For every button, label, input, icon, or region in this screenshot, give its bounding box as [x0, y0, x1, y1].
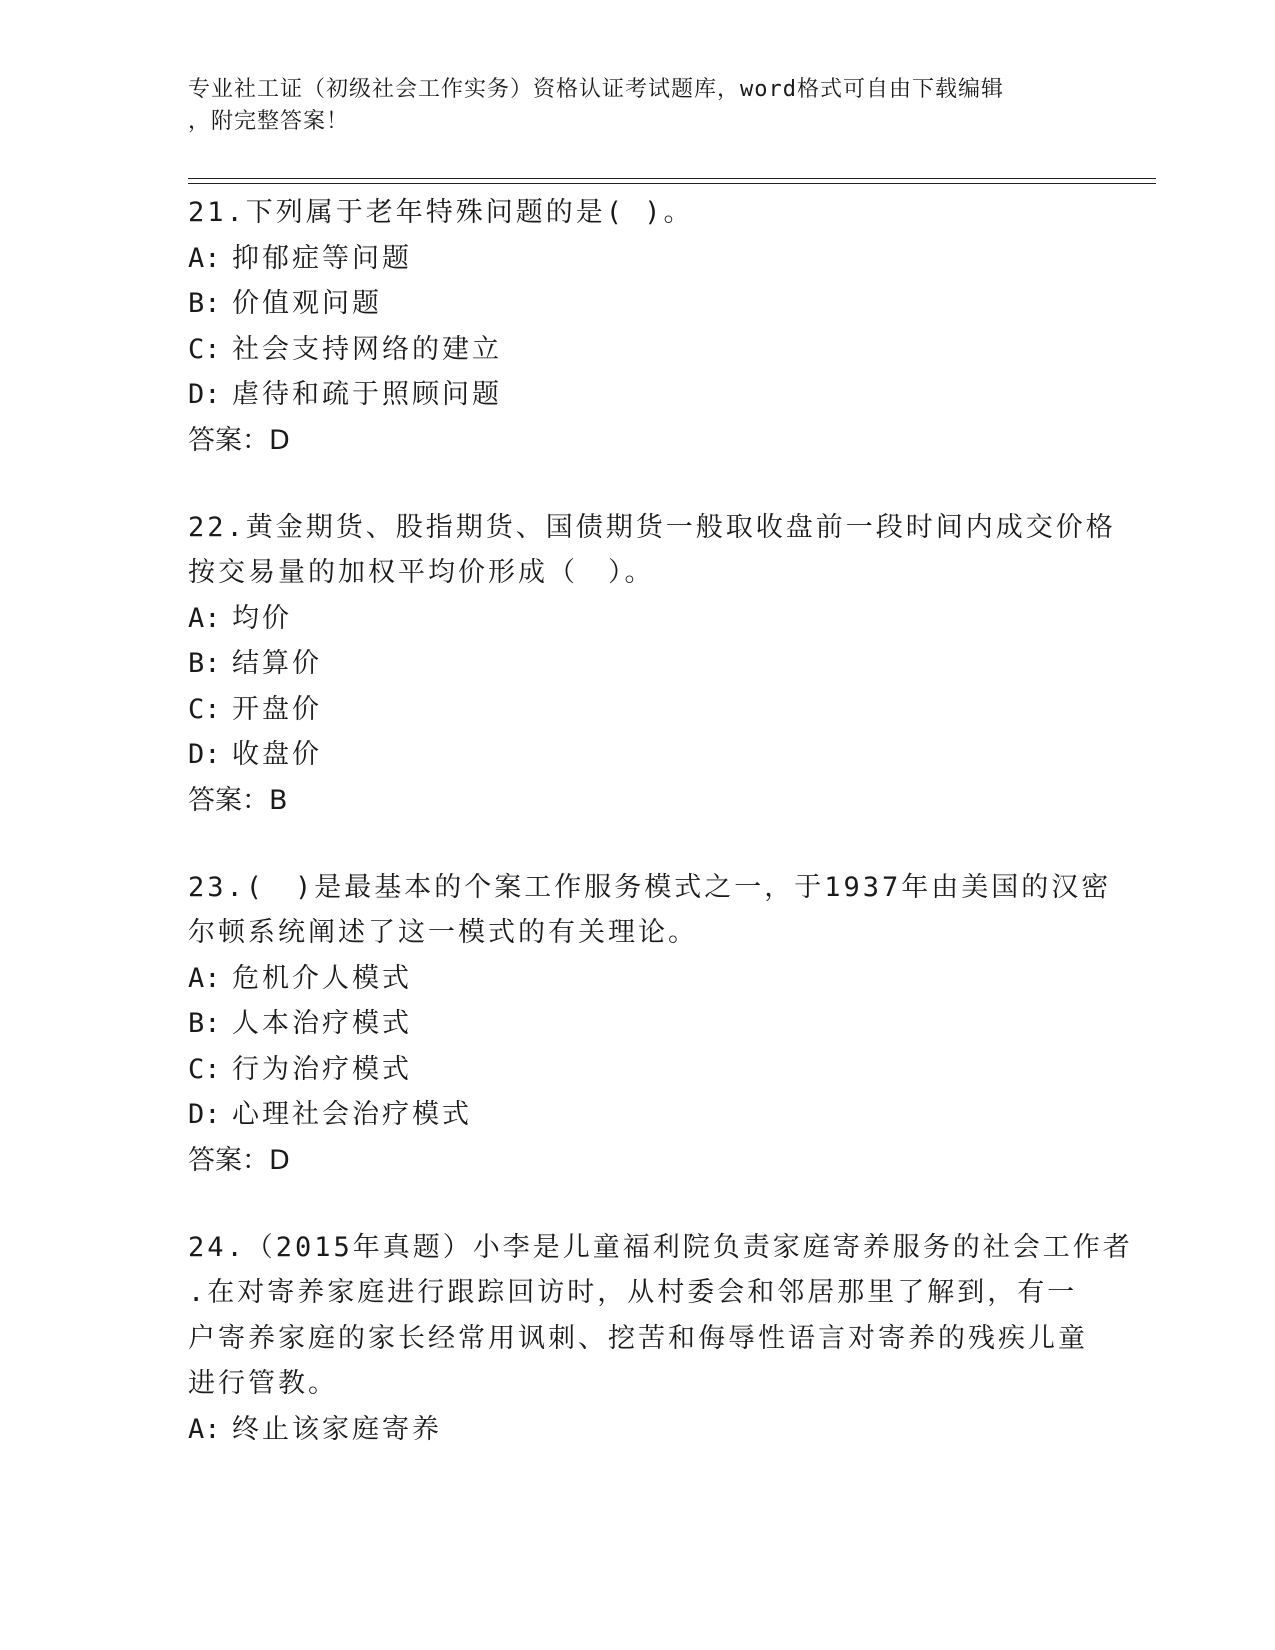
question-stem: 21.下列属于老年特殊问题的是( )。 — [188, 197, 694, 228]
question-22 — [188, 505, 1116, 824]
option-c — [188, 1047, 1088, 1093]
option-letter: A: — [188, 242, 221, 274]
answer-line: 答案：D — [188, 1144, 290, 1176]
option-letter: D: — [188, 1099, 221, 1130]
option-letter: D: — [188, 379, 221, 410]
option-a — [188, 956, 1088, 1002]
option-letter: C: — [188, 1053, 221, 1085]
question-stem: 按交易量的加权平均价形成（ ）。 — [188, 557, 655, 588]
header-title-line-1: 专业社工证（初级社会工作实务）资格认证考试题库，word格式可自由下载编辑 — [188, 77, 1004, 102]
option-text: 心理社会治疗模式 — [232, 1099, 472, 1130]
option-text: 人本治疗模式 — [232, 1008, 412, 1039]
option-text: 虐待和疏于照顾问题 — [232, 379, 502, 410]
option-text: 终止该家庭寄养 — [232, 1413, 442, 1445]
header-divider-bottom — [188, 183, 1156, 184]
option-text: 危机介人模式 — [232, 962, 412, 994]
option-letter: A: — [188, 962, 221, 994]
option-d — [188, 732, 1088, 778]
option-a — [188, 236, 1088, 282]
option-text: 行为治疗模式 — [232, 1053, 412, 1085]
question-stem: .在对寄养家庭进行跟踪回访时，从村委会和邻居那里了解到，有一 — [188, 1277, 1078, 1308]
option-letter: B: — [188, 648, 221, 679]
option-letter: D: — [188, 739, 221, 770]
option-text: 结算价 — [232, 648, 322, 679]
answer-line: 答案：D — [188, 424, 290, 456]
option-d — [188, 1092, 1088, 1138]
option-c — [188, 687, 1088, 733]
question-stem: 进行管教。 — [188, 1368, 338, 1399]
question-21 — [188, 190, 1088, 464]
question-stem: 24.（2015年真题）小李是儿童福利院负责家庭寄养服务的社会工作者 — [188, 1231, 1133, 1263]
option-letter: B: — [188, 1008, 221, 1039]
option-c — [188, 327, 1088, 373]
option-text: 社会支持网络的建立 — [232, 333, 502, 365]
question-24 — [188, 1225, 1133, 1453]
question-stem: 22.黄金期货、股指期货、国债期货一般取收盘前一段时间内成交价格 — [188, 511, 1116, 543]
option-text: 收盘价 — [232, 739, 322, 770]
option-text: 均价 — [232, 602, 292, 634]
question-23 — [188, 865, 1112, 1184]
option-b — [188, 1001, 1088, 1047]
answer-line: 答案：B — [188, 784, 288, 816]
option-letter: C: — [188, 333, 221, 365]
question-stem: 尔顿系统阐述了这一模式的有关理论。 — [188, 917, 698, 948]
question-stem: 户寄养家庭的家长经常用讽刺、挖苦和侮辱性语言对寄养的残疾儿童 — [188, 1322, 1088, 1354]
option-a — [188, 596, 1088, 642]
option-b — [188, 281, 1088, 327]
option-a — [188, 1407, 1088, 1453]
question-list — [188, 190, 1133, 1493]
option-b — [188, 641, 1088, 687]
option-letter: A: — [188, 1413, 221, 1445]
option-text: 抑郁症等问题 — [232, 242, 412, 274]
option-d — [188, 372, 1088, 418]
header-divider-top — [188, 178, 1156, 179]
option-text: 价值观问题 — [232, 288, 382, 319]
option-letter: A: — [188, 602, 221, 634]
option-letter: C: — [188, 693, 221, 725]
option-letter: B: — [188, 288, 221, 319]
question-stem: 23.( )是最基本的个案工作服务模式之一，于1937年由美国的汉密 — [188, 871, 1112, 903]
document-header — [188, 74, 1088, 138]
option-text: 开盘价 — [232, 693, 322, 725]
header-title-line-2: ，附完整答案！ — [188, 109, 350, 134]
